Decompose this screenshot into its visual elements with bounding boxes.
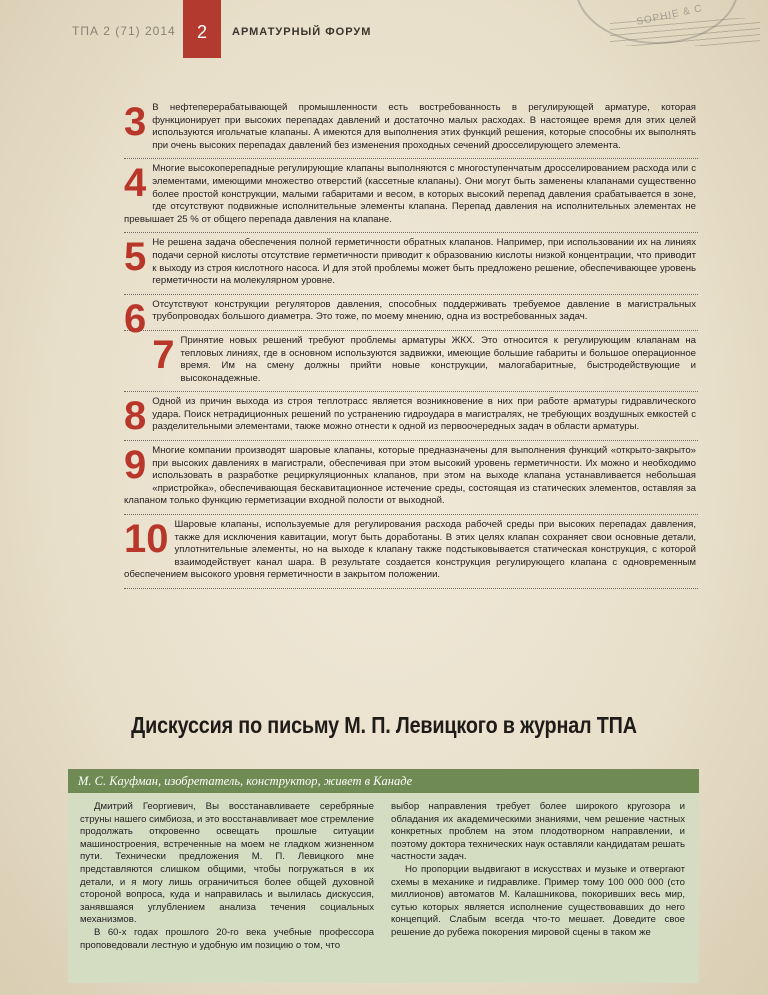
letter-column-left: [80, 801, 374, 952]
author-bar: М. С. Кауфман, изобретатель, конструктор, живет в Канаде: [68, 769, 699, 793]
list-item: [124, 233, 698, 294]
item-text: В нефтеперерабатывающей промышленности есть востребованность в регулирующей арматуре, которая функционирует при высоких перепадах давлений и достаточно малых расходах. В настоящее время для этих целей используются игольчатые клапаны. А имеются для выполнения этих функций решения, которые способны их выполнять при очень высоких перепадах давлений без изменения проходных сечений дросселирующего элемента.: [152, 102, 696, 151]
paragraph: В 60-х годах прошлого 20-го века учебные профессора проповедовали лестную и удобную им позицию о том, что: [80, 926, 374, 951]
list-item: [124, 515, 698, 589]
list-item: [124, 98, 698, 159]
item-number: 6: [124, 296, 147, 341]
list-item: [124, 392, 698, 441]
list-item: [124, 441, 698, 515]
item-number: 4: [124, 161, 147, 206]
letter-column-right: [391, 801, 685, 940]
item-number: 8: [124, 394, 147, 439]
item-number: 7: [152, 332, 175, 377]
item-text: Принятие новых решений требуют проблемы арматуры ЖКХ. Это относится к регулирующим клапанам на тепловых линиях, где в основном используются задвижки, имеющие большие габариты и большое операционное время. Им на смену должны прийти новые конструкции, малогабаритные, быстродействующие и высоконадежные.: [180, 334, 696, 384]
item-text: Шаровые клапаны, используемые для регулирования расхода рабочей среды при высоких перепадах давления, также для исключения кавитации, могут быть доработаны. В этих целях клапан сохраняет свои основные детали, уплотнительные элементы, но на выходе к клапану также подстыковывается статическая конструкция, с которой взаимодействует канал шара. В результате создается конструкция регулирующего клапана с одновременным обеспечением высокого уровня герметичности в закрытом положении.: [124, 519, 696, 581]
letter-box: [68, 793, 699, 983]
list-item: [124, 295, 698, 341]
item-text: Многие компании производят шаровые клапаны, которые предназначены для выполнения функций «открыто-закрыто» при высоких давлениях в магистрали, обеспечивая при этом высокий уровень герметичности. Их можно и необходимо использовать в разработке рециркуляционных клапанов, при этом на выходе клапана устанавливается небольшая «пристройка», обеспечивающая бескавитационное истечение среды, состоящая из статических элементов, оставляя за клапаном только функцию герметизации входной полости от выходной.: [124, 445, 696, 507]
page-header: [0, 0, 768, 60]
issue-label: ТПА 2 (71) 2014: [72, 24, 176, 38]
page-number-tab: 2: [183, 0, 221, 58]
item-text: Не решена задача обеспечения полной герметичности обратных клапанов. Например, при использовании их на линиях подачи серной кислоты отсутствие герметичности приводит к образованию кислоты низкой концентрации, что приводит к выходу из строя кислотного насоса. И для этой проблемы может быть предложено решение, обеспечивающее уровень герметичности на молекулярном уровне.: [152, 237, 696, 287]
paragraph: Но пропорции выдвигают в искусствах и музыке и отвергают схемы в механике и гидравлике. Пример тому 100 000 000 (сто миллионов) автоматов М. Калашникова, покоривших весь мир, сутью которых является исполнение существовавших до него концепций. Слабым всегда что-то мешает. Доведите свое решение до рубежа покорения мировой сцены в таком же: [391, 863, 685, 938]
item-text: Отсутствуют конструкции регуляторов давления, способных поддерживать требуемое давление в магистральных трубопроводах большого диаметра. Это тоже, по моему мнению, одна из востребованных задач.: [152, 298, 696, 323]
item-number: 9: [124, 443, 147, 488]
item-text: Многие высокоперепадные регулирующие клапаны выполняются с многоступенчатым дросселированием расхода или с элементами, имеющими множество отверстий (кассетные клапаны). Они могут быть заменены клапанами существенно более простой конструкции, малыми габаритами и весом, в которых высокий перепад давления срабатывается в зоне, где отсутствуют подвижные исполнительные элементы клапана. Перепад давления на исполнительных элементах не превышает 25 % от общего перепада давления на клапане.: [124, 163, 696, 225]
list-item: [124, 331, 698, 392]
item-number: 5: [124, 235, 147, 280]
postmark-stamp-text: SOPHIE & C: [635, 3, 704, 28]
postmark-lines-icon: [610, 18, 760, 46]
item-text: Одной из причин выхода из строя теплотрасс является возникновение в них при работе арматуры гидравлического удара. Поиск нетрадиционных решений по устранению гидроудара в магистралях, не требующих воздушных емкостей с разделительными элементами, также можно отнести к одной из первоочередных задач в области арматуры.: [152, 396, 696, 433]
section-title: АРМАТУРНЫЙ ФОРУМ: [232, 26, 372, 38]
item-number: 10: [124, 517, 169, 562]
paragraph: Дмитрий Георгиевич, Вы восстанавливаете серебряные струны нашего симбиоза, и это восстанавливает мое стремление продолжать откровенно освещать прошлые ситуации машиностроения, встреченные на моем не гладком жизненном пути. Технически предложения М. П. Левицкого мне представляются слишком общими, чтобы погружаться в их детали, и я могу лишь ограничиться более общей духовной стороной вопроса, куда и направилась и вылилась дискуссия, занявшаяся углублением анализа течения социальных механизмов.: [80, 801, 374, 926]
discussion-title: Дискуссия по письму М. П. Левицкого в журнал ТПА: [131, 712, 637, 738]
list-item: [124, 159, 698, 233]
numbered-items: [124, 98, 698, 589]
paragraph: выбор направления требует более широкого кругозора и обладания их академическими знаниями, чем решение частных конкретных проблем на этом плодотворном направлении, и поэтому доктора технических наук оставляли кандидатам решать частности задач.: [391, 801, 685, 863]
item-number: 3: [124, 100, 147, 144]
